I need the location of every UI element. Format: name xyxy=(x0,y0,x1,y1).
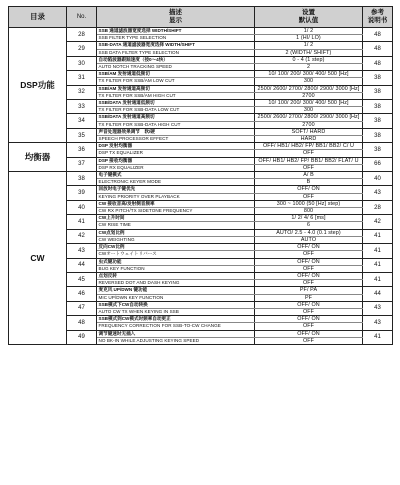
setting-options: 1/ 2/ 4/ 6 [ms] xyxy=(255,215,363,222)
table-row xyxy=(9,143,393,150)
table-row xyxy=(9,157,393,164)
manual-page-ref: 48 xyxy=(363,28,393,42)
category-cell: CW xyxy=(9,172,67,345)
header-description-line1: 描述 xyxy=(169,9,182,16)
setting-options: 1/ 2 xyxy=(255,42,363,49)
description-display: NO BK-IN WHILE ADJUSTING KEYING SPEED xyxy=(97,337,255,344)
header-reference-line1: 参考 xyxy=(371,9,384,16)
category-cell: 均衡器 xyxy=(9,143,67,172)
setting-options: 1/ 2 xyxy=(255,28,363,35)
table-row xyxy=(9,128,393,135)
description-chinese: SSB模式到CW模式时频率自动更正 xyxy=(97,316,255,323)
table-row xyxy=(9,244,393,251)
item-number: 43 xyxy=(67,244,97,258)
table-header-row xyxy=(9,7,393,28)
table-row xyxy=(9,200,393,207)
settings-table xyxy=(8,6,393,345)
manual-page-ref: 41 xyxy=(363,330,393,344)
header-reference xyxy=(363,7,393,28)
description-display: AUTO NOTCH TRACKING SPEED xyxy=(97,64,255,71)
manual-page-ref: 44 xyxy=(363,287,393,301)
description-chinese: 调节键速时无插入 xyxy=(97,330,255,337)
description-display: AUTO CW TX WHEN KEYING IN SSB xyxy=(97,308,255,315)
setting-options: OFF/ HB1/ HB2/ FP/ BB1/ BB2/ FLAT/ U xyxy=(255,157,363,164)
description-display: TX FILTER FOR SSB/AM HIGH CUT xyxy=(97,92,255,99)
manual-page-ref: 66 xyxy=(363,157,393,171)
table-row xyxy=(9,71,393,78)
table-row xyxy=(9,229,393,236)
setting-options: 10/ 100/ 200/ 300/ 400/ 500 [Hz] xyxy=(255,71,363,78)
description-display: REVERSED DOT AND DASH KEYING xyxy=(97,280,255,287)
settings-table-page xyxy=(8,6,392,479)
description-chinese: CW点划比例 xyxy=(97,229,255,236)
description-chinese: 虫式键功能 xyxy=(97,258,255,265)
description-chinese: 电子键模式 xyxy=(97,172,255,179)
description-chinese: DSP 发射均衡器 xyxy=(97,143,255,150)
item-number: 48 xyxy=(67,316,97,330)
default-value: OFF xyxy=(255,150,363,157)
item-number: 32 xyxy=(67,85,97,99)
description-chinese: SSB/AM 发射通道低频切 xyxy=(97,71,255,78)
default-value: AUTO xyxy=(255,236,363,243)
table-row xyxy=(9,42,393,49)
table-row xyxy=(9,330,393,337)
description-display: BUG KEY FUNCTION xyxy=(97,265,255,272)
item-number: 44 xyxy=(67,258,97,272)
setting-options: OFF/ HB1/ HB2/ FP/ BB1/ BB2/ C/ U xyxy=(255,143,363,150)
description-display: TX FILTER FOR SSB-DATA LOW CUT xyxy=(97,107,255,114)
default-value: OFF xyxy=(255,193,363,200)
manual-page-ref: 41 xyxy=(363,258,393,272)
table-row xyxy=(9,100,393,107)
setting-options: 300 ~ 1000 (50 [Hz] step) xyxy=(255,200,363,207)
setting-options: OFF/ ON xyxy=(255,272,363,279)
manual-page-ref: 38 xyxy=(363,71,393,85)
description-chinese: SSB模式下CW自动转换 xyxy=(97,301,255,308)
table-row xyxy=(9,287,393,294)
manual-page-ref: 40 xyxy=(363,172,393,186)
item-number: 46 xyxy=(67,287,97,301)
default-value: OFF xyxy=(255,337,363,344)
default-value: 2 (WIDTH/ SHIFT) xyxy=(255,49,363,56)
default-value: OFF xyxy=(255,251,363,258)
description-chinese: CW 接收音高/发射侧音频率 xyxy=(97,200,255,207)
setting-options: 2500/ 2600/ 2700/ 2800/ 2900/ 3000 [Hz] xyxy=(255,114,363,121)
manual-page-ref: 41 xyxy=(363,229,393,243)
manual-page-ref: 42 xyxy=(363,215,393,229)
description-display: SPEECH PROCESSOR EFFECT xyxy=(97,136,255,143)
item-number: 49 xyxy=(67,330,97,344)
default-value: HARD xyxy=(255,136,363,143)
manual-page-ref: 38 xyxy=(363,143,393,157)
setting-options: OFF/ ON xyxy=(255,316,363,323)
description-display: FREQUENCY CORRECTION FOR SSB-TO-CW CHANGE xyxy=(97,323,255,330)
manual-page-ref: 43 xyxy=(363,316,393,330)
table-row xyxy=(9,215,393,222)
table-row xyxy=(9,114,393,121)
item-number: 47 xyxy=(67,301,97,315)
description-display: DSP TX EQUALIZER xyxy=(97,150,255,157)
header-setting-line1: 设置 xyxy=(302,9,315,16)
default-value: 2 xyxy=(255,64,363,71)
description-display: MIC UP/DWN KEY FUNCTION xyxy=(97,294,255,301)
description-chinese: SSB/DATA 发射通道低频切 xyxy=(97,100,255,107)
table-row xyxy=(9,56,393,63)
setting-options: OFF/ ON xyxy=(255,301,363,308)
item-number: 42 xyxy=(67,229,97,243)
default-value: 6 xyxy=(255,222,363,229)
default-value: OFF xyxy=(255,164,363,171)
item-number: 35 xyxy=(67,128,97,142)
description-chinese: 声音处理器效果调节 软/硬 xyxy=(97,128,255,135)
manual-page-ref: 48 xyxy=(363,42,393,56)
description-display: ELECTRONIC KEYER MODE xyxy=(97,179,255,186)
default-value: OFF xyxy=(255,308,363,315)
setting-options: PF/ PA xyxy=(255,287,363,294)
item-number: 31 xyxy=(67,71,97,85)
description-display: KEYING PRIORITY OVER PLAYBACK xyxy=(97,193,255,200)
default-value: PF xyxy=(255,294,363,301)
setting-options: OFF/ ON xyxy=(255,330,363,337)
manual-page-ref: 38 xyxy=(363,85,393,99)
table-body xyxy=(9,28,393,345)
header-description xyxy=(97,7,255,28)
default-value: 2700 xyxy=(255,92,363,99)
default-value: 2700 xyxy=(255,121,363,128)
description-display: CW RISE TIME xyxy=(97,222,255,229)
header-description-line2: 显示 xyxy=(169,17,182,24)
header-setting xyxy=(255,7,363,28)
item-number: 36 xyxy=(67,143,97,157)
description-display: SSB FILTER TYPE SELECTION xyxy=(97,35,255,42)
setting-options: A/ B xyxy=(255,172,363,179)
description-chinese: SSB-DATA 通道滤波器宽度选择 WIDTH/SHIFT xyxy=(97,42,255,49)
manual-page-ref: 38 xyxy=(363,100,393,114)
setting-options: AUTO/ 2.5 - 4.0 (0.1 step) xyxy=(255,229,363,236)
description-chinese: SSB/AM 发射通道高频切 xyxy=(97,85,255,92)
manual-page-ref: 38 xyxy=(363,114,393,128)
description-chinese: SSB/DATA 发射通道高频切 xyxy=(97,114,255,121)
description-display: TX FILTER FOR SSB-DATA HIGH CUT xyxy=(97,121,255,128)
item-number: 33 xyxy=(67,100,97,114)
default-value: 1 (HI/ LO) xyxy=(255,35,363,42)
item-number: 34 xyxy=(67,114,97,128)
item-number: 38 xyxy=(67,172,97,186)
table-row xyxy=(9,258,393,265)
manual-page-ref: 38 xyxy=(363,128,393,142)
table-row xyxy=(9,172,393,179)
manual-page-ref: 43 xyxy=(363,186,393,200)
manual-page-ref: 41 xyxy=(363,272,393,286)
item-number: 30 xyxy=(67,56,97,70)
manual-page-ref: 48 xyxy=(363,56,393,70)
manual-page-ref: 28 xyxy=(363,200,393,214)
description-display: SSB DATA FILTER TYPE SELECTION xyxy=(97,49,255,56)
setting-options: 0 - 4 (1 step) xyxy=(255,56,363,63)
table-row xyxy=(9,272,393,279)
description-chinese: SSB 通道滤波器宽度选择 WIDTH/SHIFT xyxy=(97,28,255,35)
setting-options: 10/ 100/ 200/ 300/ 400/ 500 [Hz] xyxy=(255,100,363,107)
table-row xyxy=(9,301,393,308)
setting-options: OFF/ ON xyxy=(255,258,363,265)
item-number: 41 xyxy=(67,215,97,229)
item-number: 40 xyxy=(67,200,97,214)
item-number: 29 xyxy=(67,42,97,56)
header-setting-line2: 默认值 xyxy=(298,17,319,24)
description-chinese: DSP 接收均衡器 xyxy=(97,157,255,164)
item-number: 37 xyxy=(67,157,97,171)
item-number: 28 xyxy=(67,28,97,42)
setting-options: SOFT/ HARD xyxy=(255,128,363,135)
item-number: 39 xyxy=(67,186,97,200)
default-value: OFF xyxy=(255,265,363,272)
description-chinese: 点划反转 xyxy=(97,272,255,279)
description-display: DSP RX EQUALIZER xyxy=(97,164,255,171)
description-chinese: 回放时电子键优先 xyxy=(97,186,255,193)
table-row xyxy=(9,28,393,35)
manual-page-ref: 41 xyxy=(363,244,393,258)
default-value: 300 xyxy=(255,78,363,85)
manual-page-ref: 43 xyxy=(363,301,393,315)
default-value: B xyxy=(255,179,363,186)
header-number: No. xyxy=(67,7,97,28)
setting-options: 2500/ 2600/ 2700/ 2800/ 2900/ 3000 [Hz] xyxy=(255,85,363,92)
table-row xyxy=(9,316,393,323)
description-chinese: CW上升时间 xyxy=(97,215,255,222)
table-row xyxy=(9,186,393,193)
default-value: OFF xyxy=(255,323,363,330)
header-reference-line2: 说明书 xyxy=(367,17,388,24)
default-value: 800 xyxy=(255,208,363,215)
description-display: CW RX PITCH/TX SIDETONE FREQUENCY xyxy=(97,208,255,215)
description-chinese: 自动陷波器跟踪速度（按0～4快） xyxy=(97,56,255,63)
description-chinese: 反向CW比例 xyxy=(97,244,255,251)
description-display: CWオートウェイトリバース xyxy=(97,251,255,258)
table-row xyxy=(9,85,393,92)
default-value: 300 xyxy=(255,107,363,114)
description-chinese: 麦克风 UP/DWN 键功能 xyxy=(97,287,255,294)
description-display: CW WEIGHTING xyxy=(97,236,255,243)
description-display: TX FILTER FOR SSB/AM LOW CUT xyxy=(97,78,255,85)
category-cell: DSP功能 xyxy=(9,28,67,143)
setting-options: OFF/ ON xyxy=(255,244,363,251)
item-number: 45 xyxy=(67,272,97,286)
setting-options: OFF/ ON xyxy=(255,186,363,193)
header-category: 目录 xyxy=(9,7,67,28)
default-value: OFF xyxy=(255,280,363,287)
